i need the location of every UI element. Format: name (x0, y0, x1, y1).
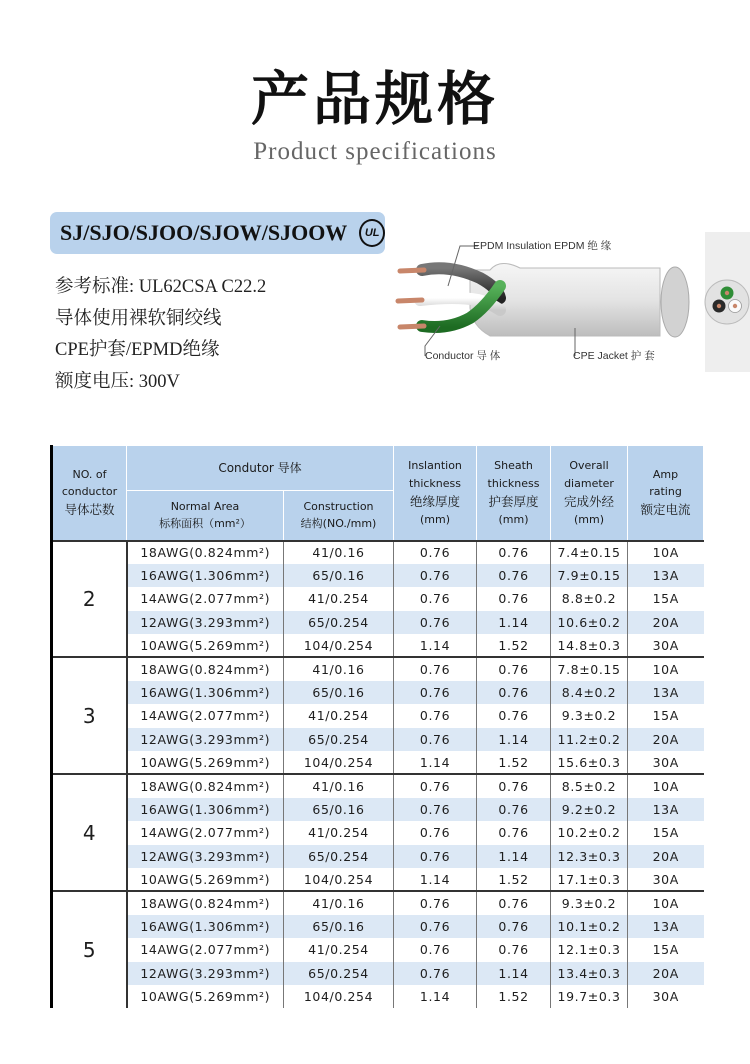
cell-amp: 15A (652, 591, 679, 607)
table-row (52, 587, 704, 610)
cell-amp: 30A (652, 754, 679, 770)
cell-construction: 41/0.254 (284, 587, 394, 610)
cell-insulation: 0.76 (394, 938, 477, 961)
cell-sheath: 0.76 (477, 774, 551, 797)
cell-insulation: 1.14 (394, 634, 477, 657)
cell-insulation: 0.76 (394, 611, 477, 634)
cell-construction: 104/0.254 (284, 868, 394, 891)
cell-diameter: 7.9±0.15 (551, 564, 628, 587)
copper-strand-icon (400, 326, 424, 327)
model-banner (50, 212, 385, 254)
cell-insulation: 0.76 (394, 587, 477, 610)
cell-construction: 104/0.254 (284, 985, 394, 1008)
spec-voltage: 额度电压: 300V (55, 371, 180, 392)
conductor-count: 2 (52, 541, 127, 658)
cell-sheath: 1.52 (477, 985, 551, 1008)
cell-sheath: 1.14 (477, 962, 551, 985)
table-row (52, 985, 704, 1008)
cell-construction: 41/0.16 (284, 774, 394, 797)
cell-amp: 15A (652, 708, 679, 724)
table-row (52, 821, 704, 844)
cell-sheath: 1.14 (477, 728, 551, 751)
cell-sheath: 1.52 (477, 868, 551, 891)
cell-diameter: 19.7±0.3 (551, 985, 628, 1008)
cell-construction: 65/0.254 (284, 728, 394, 751)
table-row (52, 681, 704, 704)
cell-area: 12AWG(3.293mm²) (127, 611, 284, 634)
cell-construction: 65/0.254 (284, 845, 394, 868)
header-construction: Construction 结构(NO./mm) (284, 491, 394, 541)
cell-diameter: 13.4±0.3 (551, 962, 628, 985)
spec-conductor: 导体使用裸软铜绞线 (55, 308, 222, 329)
header-conductor: Condutor 导体 (127, 446, 394, 491)
cell-construction: 41/0.16 (284, 891, 394, 914)
cell-insulation: 0.76 (394, 845, 477, 868)
cell-diameter: 9.2±0.2 (551, 798, 628, 821)
cell-construction: 41/0.16 (284, 657, 394, 680)
cell-construction: 104/0.254 (284, 634, 394, 657)
cell-insulation: 0.76 (394, 681, 477, 704)
table-row (52, 938, 704, 961)
cell-insulation: 0.76 (394, 657, 477, 680)
cell-sheath: 1.14 (477, 611, 551, 634)
cell-diameter: 9.3±0.2 (551, 704, 628, 727)
cell-insulation: 0.76 (394, 798, 477, 821)
cell-construction: 41/0.254 (284, 704, 394, 727)
cell-diameter: 8.5±0.2 (551, 774, 628, 797)
cell-diameter: 12.1±0.3 (551, 938, 628, 961)
header-diameter: Overall diameter 完成外经 (mm) (551, 446, 628, 541)
cell-diameter: 7.8±0.15 (551, 657, 628, 680)
cell-area: 10AWG(5.269mm²) (127, 985, 284, 1008)
cell-area: 12AWG(3.293mm²) (127, 962, 284, 985)
jacket-label: CPE Jacket 护 套 (573, 350, 655, 362)
cell-amp: 30A (652, 989, 679, 1005)
table-row (52, 751, 704, 774)
copper-strand-icon (400, 270, 424, 271)
cell-insulation: 0.76 (394, 915, 477, 938)
cell-insulation: 0.76 (394, 891, 477, 914)
header-sheath: Sheath thickness 护套厚度 (mm) (477, 446, 551, 541)
cell-construction: 41/0.254 (284, 938, 394, 961)
table-row (52, 962, 704, 985)
cell-sheath: 0.76 (477, 681, 551, 704)
cell-sheath: 0.76 (477, 938, 551, 961)
cell-diameter: 11.2±0.2 (551, 728, 628, 751)
cell-sheath: 0.76 (477, 564, 551, 587)
cell-amp: 10A (628, 774, 704, 797)
cell-amp: 20A (628, 845, 704, 868)
cell-amp: 13A (628, 681, 704, 704)
cell-sheath: 1.14 (477, 845, 551, 868)
cell-sheath: 0.76 (477, 821, 551, 844)
cell-area: 16AWG(1.306mm²) (127, 915, 284, 938)
cell-area: 12AWG(3.293mm²) (127, 728, 284, 751)
ul-certification-icon: UL (359, 219, 385, 247)
cell-sheath: 0.76 (477, 587, 551, 610)
cell-area: 18AWG(0.824mm²) (127, 541, 284, 564)
cell-area: 18AWG(0.824mm²) (127, 891, 284, 914)
cell-sheath: 0.76 (477, 798, 551, 821)
cell-amp: 13A (628, 798, 704, 821)
copper-strand-icon (398, 300, 422, 301)
cell-area: 14AWG(2.077mm²) (127, 587, 284, 610)
cell-amp: 20A (628, 611, 704, 634)
table-row (52, 774, 704, 797)
cell-sheath: 0.76 (477, 915, 551, 938)
cell-construction: 65/0.16 (284, 798, 394, 821)
spec-jacket: CPE护套/EPMD绝缘 (55, 340, 220, 360)
cell-insulation: 1.14 (394, 751, 477, 774)
cell-insulation: 0.76 (394, 774, 477, 797)
cell-sheath: 0.76 (477, 541, 551, 564)
table-row (52, 611, 704, 634)
header-area: Normal Area 标称面积（mm²） (127, 491, 284, 541)
table-row (52, 891, 704, 914)
cell-amp: 20A (628, 728, 704, 751)
cell-insulation: 0.76 (394, 962, 477, 985)
table-row (52, 845, 704, 868)
cell-area: 10AWG(5.269mm²) (127, 634, 284, 657)
cell-area: 12AWG(3.293mm²) (127, 845, 284, 868)
page-title: 产品规格 (250, 65, 499, 133)
cell-diameter: 7.4±0.15 (551, 541, 628, 564)
cell-construction: 65/0.16 (284, 915, 394, 938)
cell-amp: 30A (652, 871, 679, 887)
header-insulation: Inslantion thickness 绝缘厚度 (mm) (394, 446, 477, 541)
cell-construction: 41/0.16 (284, 541, 394, 564)
cell-area: 18AWG(0.824mm²) (127, 657, 284, 680)
cell-area: 14AWG(2.077mm²) (127, 938, 284, 961)
spec-standard: 参考标准: UL62CSA C22.2 (55, 277, 267, 297)
cell-sheath: 1.52 (477, 751, 551, 774)
cell-insulation: 0.76 (394, 541, 477, 564)
cell-diameter: 17.1±0.3 (551, 868, 628, 891)
cell-diameter: 12.3±0.3 (551, 845, 628, 868)
table-row (52, 798, 704, 821)
cell-construction: 65/0.16 (284, 681, 394, 704)
spec-list (55, 272, 266, 398)
cell-insulation: 0.76 (394, 728, 477, 751)
table-row (52, 704, 704, 727)
cell-amp: 10A (628, 541, 704, 564)
conductor-count: 3 (52, 657, 127, 774)
cell-sheath: 1.52 (477, 634, 551, 657)
cable-cross-section-diagram (360, 228, 750, 378)
cell-area: 16AWG(1.306mm²) (127, 681, 284, 704)
cell-diameter: 14.8±0.3 (551, 634, 628, 657)
cell-construction: 104/0.254 (284, 751, 394, 774)
page-subtitle: Product specifications (253, 138, 497, 165)
cell-amp: 13A (628, 915, 704, 938)
cell-area: 16AWG(1.306mm²) (127, 798, 284, 821)
table-row (52, 915, 704, 938)
cell-amp: 13A (628, 564, 704, 587)
spec-table-body (52, 541, 704, 1009)
cell-insulation: 0.76 (394, 704, 477, 727)
cell-sheath: 0.76 (477, 704, 551, 727)
cell-diameter: 10.6±0.2 (551, 611, 628, 634)
cell-amp: 15A (652, 825, 679, 841)
header-conductor-count: NO. of conductor 导体芯数 (52, 446, 127, 541)
cell-construction: 65/0.16 (284, 564, 394, 587)
table-row (52, 564, 704, 587)
cell-amp: 10A (628, 657, 704, 680)
cell-insulation: 1.14 (394, 868, 477, 891)
cell-diameter: 10.1±0.2 (551, 915, 628, 938)
table-row (52, 634, 704, 657)
cell-area: 10AWG(5.269mm²) (127, 868, 284, 891)
cell-diameter: 8.8±0.2 (551, 587, 628, 610)
cell-insulation: 0.76 (394, 564, 477, 587)
conductor-count: 5 (52, 891, 127, 1008)
cell-insulation: 1.14 (394, 985, 477, 1008)
cell-area: 16AWG(1.306mm²) (127, 564, 284, 587)
cell-sheath: 0.76 (477, 891, 551, 914)
conductor-count: 4 (52, 774, 127, 891)
cell-area: 14AWG(2.077mm²) (127, 821, 284, 844)
table-row (52, 728, 704, 751)
cell-sheath: 0.76 (477, 657, 551, 680)
cell-amp: 30A (652, 637, 679, 653)
table-row (52, 868, 704, 891)
table-row (52, 657, 704, 680)
cell-amp: 10A (628, 891, 704, 914)
cell-construction: 65/0.254 (284, 611, 394, 634)
spec-table (50, 445, 704, 1008)
cell-diameter: 9.3±0.2 (551, 891, 628, 914)
cell-area: 18AWG(0.824mm²) (127, 774, 284, 797)
insulation-label: EPDM Insulation EPDM 绝 缘 (473, 240, 612, 252)
cell-construction: 65/0.254 (284, 962, 394, 985)
table-row (52, 541, 704, 564)
cell-amp: 15A (652, 942, 679, 958)
cell-diameter: 8.4±0.2 (551, 681, 628, 704)
conductor-label: Conductor 导 体 (425, 350, 501, 362)
model-name: SJ/SJO/SJOO/SJOW/SJOOW (60, 220, 348, 245)
header-amp-rating: Amp rating 额定电流 (628, 446, 704, 541)
cell-diameter: 10.2±0.2 (551, 821, 628, 844)
cell-construction: 41/0.254 (284, 821, 394, 844)
cell-diameter: 15.6±0.3 (551, 751, 628, 774)
cell-area: 10AWG(5.269mm²) (127, 751, 284, 774)
cell-amp: 20A (628, 962, 704, 985)
cell-area: 14AWG(2.077mm²) (127, 704, 284, 727)
cell-insulation: 0.76 (394, 821, 477, 844)
